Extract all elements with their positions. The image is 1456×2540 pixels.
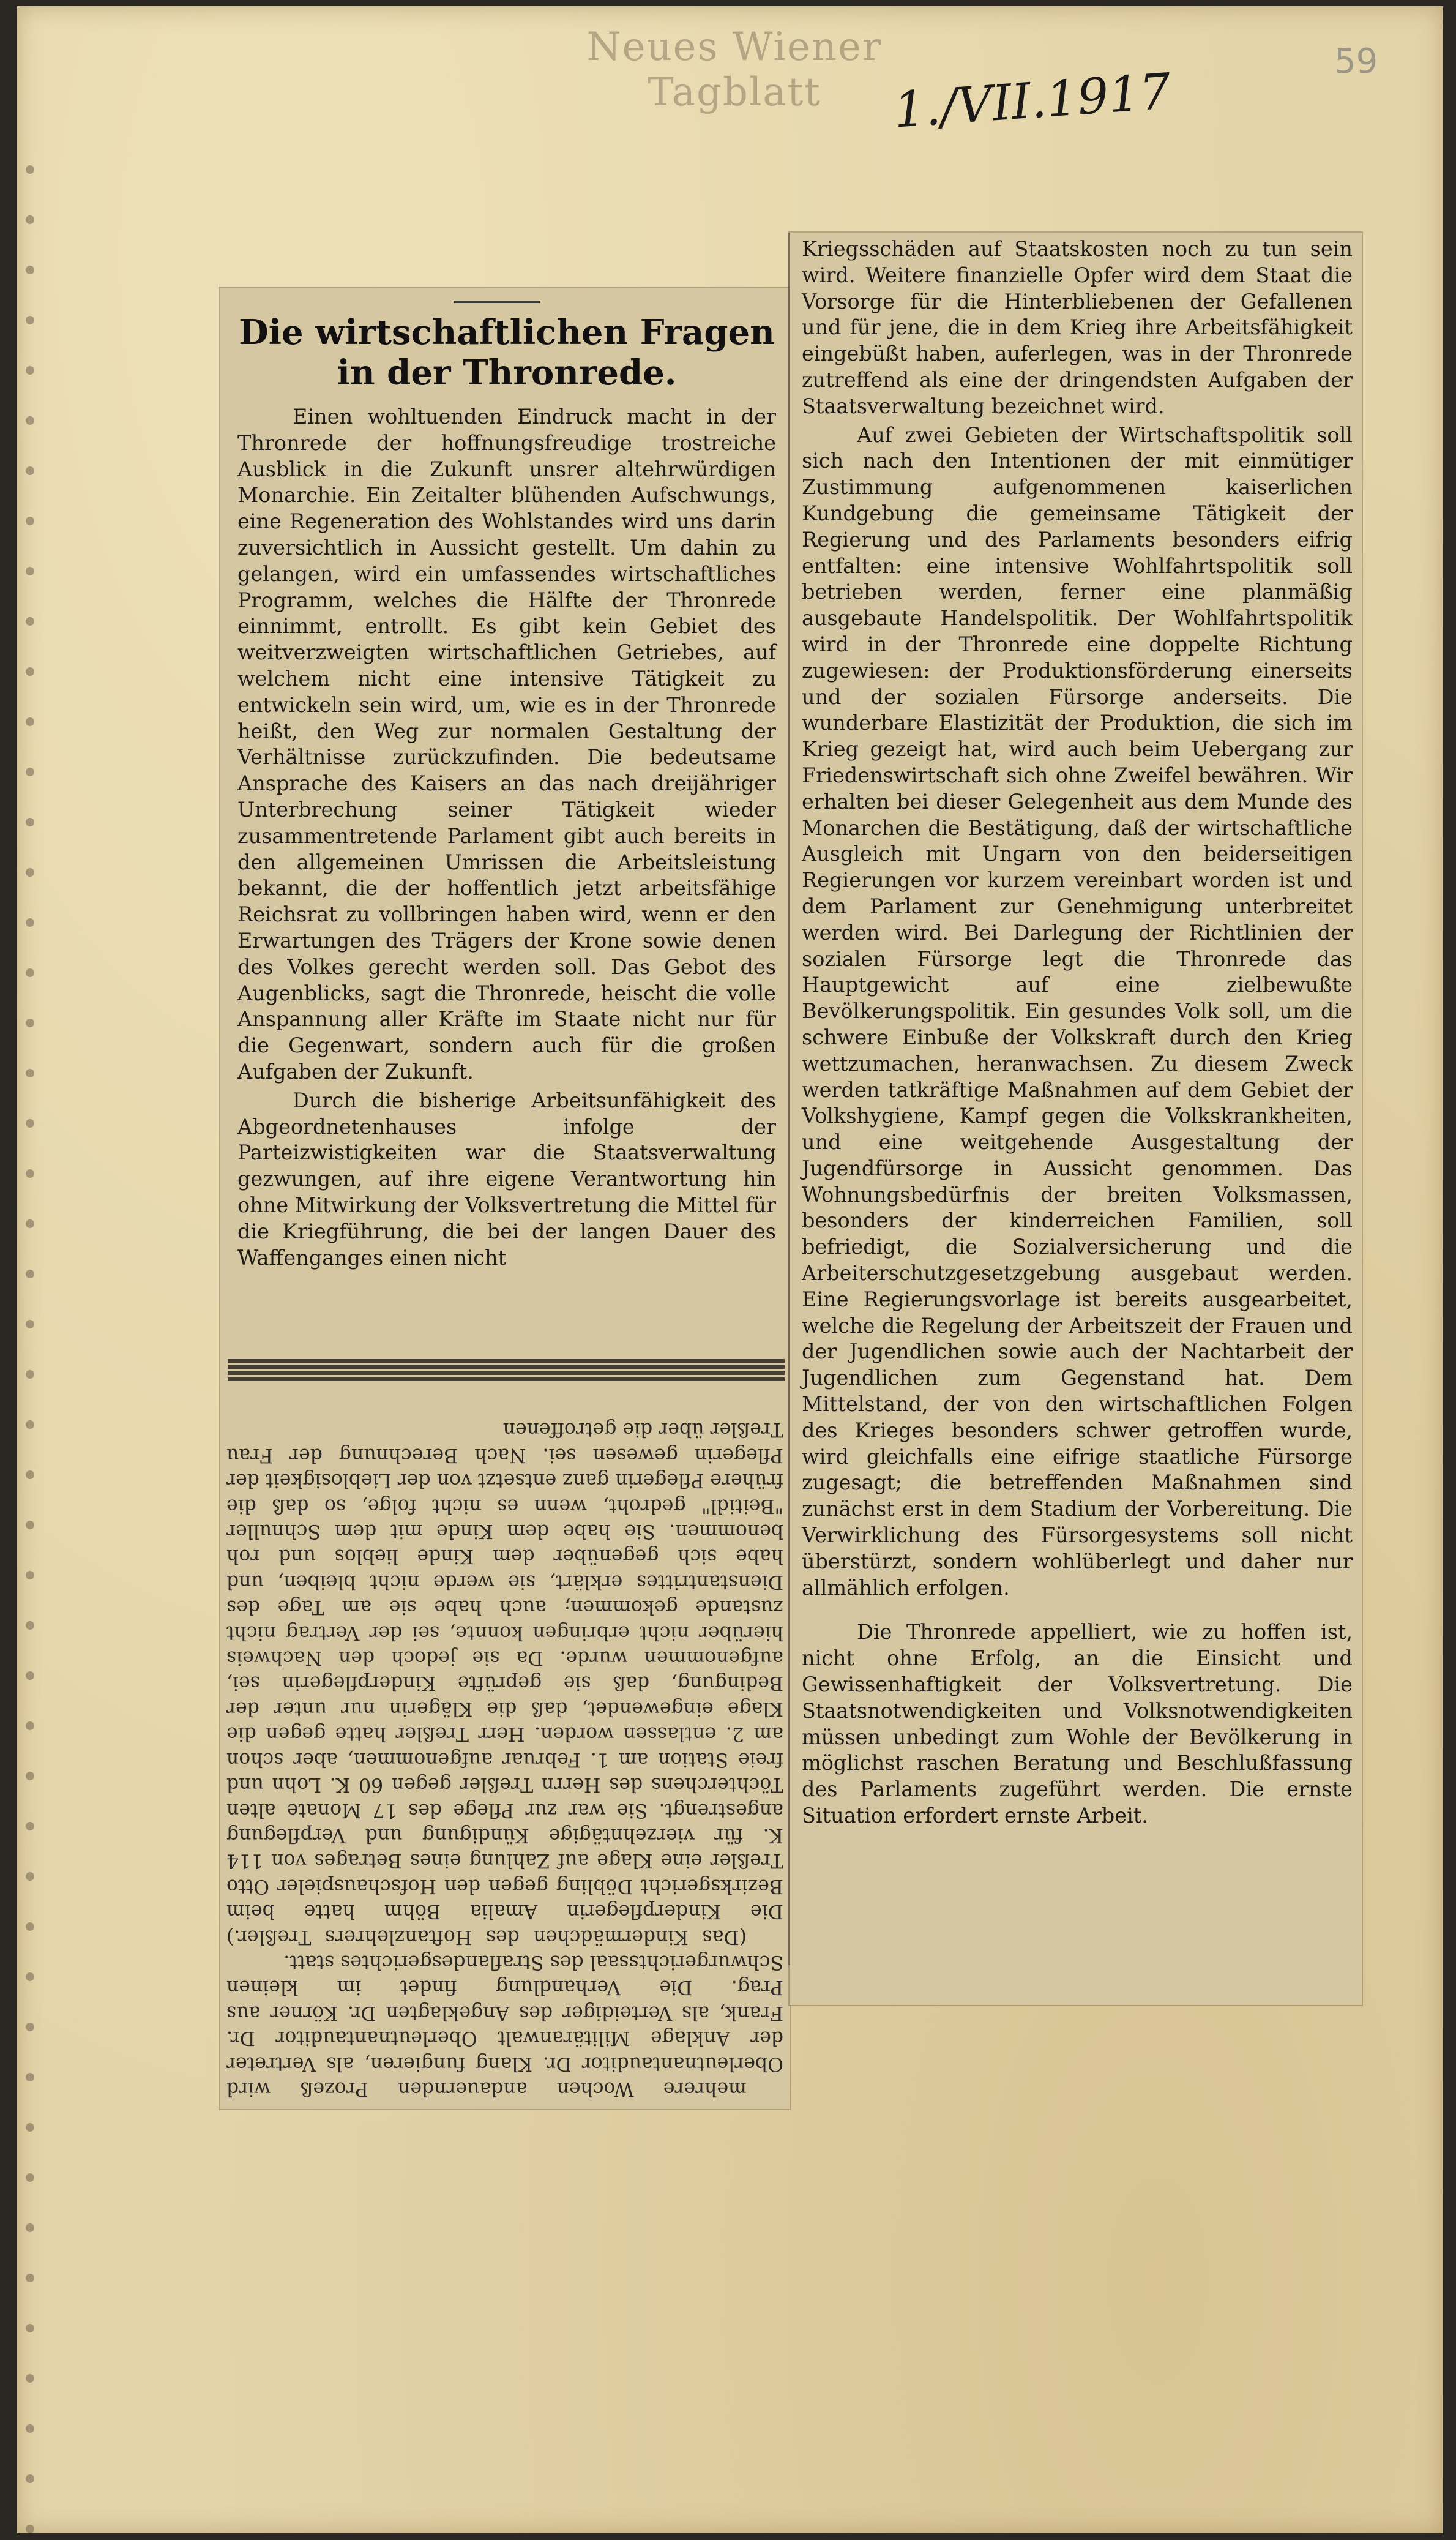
- binding-holes: [26, 165, 44, 2492]
- handwritten-date: 1./VII.1917: [892, 62, 1173, 139]
- reverse-paragraph: mehrere Wochen andauernden Prozeß wird Oberleutnantauditor Dr. Klang fungieren, als Vertreter der Anklage Militäranwalt Oberleutnantauditor Dr. Frank, als Verteidiger des Angeklagten Dr. Körner aus Prag. Die Verhandlung findet im kleinen Schwurgerichtssaal des Straflandesgerichtes statt.: [226, 1950, 783, 2100]
- article-paragraph: Die Thronrede appelliert, wie zu hoffen ist, nicht ohne Erfolg, an die Einsicht und Gewissenhaftigkeit der Volksvertretung. Die Staatsnotwendigkeiten und Volksnotwendigkeiten müssen unbedingt zum Wohle der Bevölkerung in möglichst raschen Beratung und Beschlußfassung des Parlaments zugeführt werden. Die ernste Situation erfordert ernste Arbeit.: [802, 1620, 1353, 1828]
- article-left-column: [237, 404, 776, 1271]
- struck-through-line: [228, 1358, 785, 1381]
- column-divider: [788, 233, 790, 1965]
- article-paragraph: Kriegsschäden auf Staatskosten noch zu tun sein wird. Weitere finanzielle Opfer wird dem Staat die Vorsorge für die Hinterbliebenen der Gefallenen und für jene, die in dem Krieg ihre Arbeitsfähigkeit eingebüßt haben, auferlegen, was in der Thronrede zutreffend als eine der dringendsten Aufgaben der Staatsverwaltung bezeichnet wird.: [802, 237, 1353, 418]
- page-number: 59: [1334, 42, 1378, 81]
- article-right-column: [802, 236, 1353, 1829]
- article-paragraph: Durch die bisherige Arbeitsunfähigkeit des Abgeordnetenhauses infolge der Parteizwistigkeiten war die Staatsverwaltung gezwungen, auf ihre eigene Verantwortung hin ohne Mitwirkung der Volksvertretung die Mittel für die Kriegführung, die bei der langen Dauer des Waffenganges einen nicht: [237, 1088, 776, 1270]
- headline-rule: [454, 301, 540, 303]
- article-title: Die wirtschaftlichen Fragen in der Thronrede.: [239, 312, 775, 393]
- article-paragraph: Auf zwei Gebieten der Wirtschaftspolitik soll sich nach den Intentionen der mit einmütiger Zustimmung aufgenommenen kaiserlichen Kundgebung die gemeinsame Tätigkeit der Regierung und des Parlaments besonders eifrig entfalten: eine intensive Wohlfahrtspolitik soll betrieben werden, ferner eine planmäßig ausgebaute Handelspolitik. Der Wohlfahrtspolitik wird in der Thronrede eine doppelte Richtung zugewiesen: der Produktionsförderung einerseits und der sozialen Fürsorge anderseits. Die wunderbare Elastizität der Produktion, die sich im Krieg gezeigt hat, wird auch beim Uebergang zur Friedenswirtschaft sich ohne Zweifel bewähren. Wir erhalten bei dieser Gelegenheit aus dem Munde des Monarchen die Bestätigung, daß der wirtschaftliche Ausgleich mit Ungarn von den beiderseitigen Regierungen vor kurzem vereinbart worden ist und dem Parlament zur Genehmigung unterbreitet werden wird. Bei Darlegung der Richtlinien der sozialen Fürsorge legt die Thronrede das Hauptgewicht auf eine zielbewußte Bevölkerungspolitik. Ein gesundes Volk soll, um die schwere Einbuße der Volkskraft durch den Krieg wettzumachen, heranwachsen. Zu diesem Zweck werden tatkräftige Maßnahmen auf dem Gebiet der Volkshygiene, Kampf gegen die Volkskrankheiten, und eine weitgehende Ausgestaltung der Jugendfürsorge in Aussicht genommen. Das Wohnungsbedürfnis der breiten Volksmassen, besonders der kinderreichen Familien, soll befriedigt, die Sozialversicherung und die Arbeiterschutzgesetzgebung ausgebaut werden. Eine Regierungsvorlage ist bereits ausgearbeitet, welche die Regelung der Arbeitszeit der Frauen und der Jugendlichen sowie auch der Nachtarbeit der Jugendlichen zum Gegenstand hat. Dem Mittelstand, der von den wirtschaftlichen Folgen des Krieges besonders schwer getroffen wurde, wird gleichfalls eine eifrige staatliche Fürsorge zugesagt; die betreffenden Maßnahmen sind zunächst erst in dem Stadium der Vorbereitung. Die Verwirklichung des Fürsorgesystems soll nicht überstürzt, sondern wohlüberlegt und daher nur allmählich erfolgen.: [802, 422, 1353, 1600]
- newspaper-masthead-stamp: Neues Wiener Tagblatt: [586, 24, 883, 115]
- reverse-side-clipping: [226, 1385, 783, 2101]
- article-paragraph: Einen wohltuenden Eindruck macht in der Thronrede der hoffnungsfreudige trostreiche Ausblick in die Zukunft unsrer altehrwürdigen Monarchie. Ein Zeitalter blühenden Aufschwungs, eine Regeneration des Wohlstandes wird uns darin zuversichtlich in Aussicht gestellt. Um dahin zu gelangen, wird ein umfassendes wirtschaftliches Programm, welches die Hälfte der Thronrede einnimmt, entrollt. Es gibt kein Gebiet des weitverzweigten wirtschaftlichen Getriebes, auf welchem nicht eine intensive Tätigkeit zu entwickeln sein wird, um, wie es in der Thronrede heißt, den Weg zur normalen Gestaltung der Verhältnisse zurückzufinden. Die bedeutsame Ansprache des Kaisers an das nach dreijähriger Unterbrechung seiner Tätigkeit wieder zusammentretende Parlament gibt auch bereits in den allgemeinen Umrissen die Arbeitsleistung bekannt, die der hoffentlich jetzt arbeitsfähige Reichsrat zu vollbringen haben wird, wenn er den Erwartungen des Trägers der Krone sowie denen des Volkes gerecht werden soll. Das Gebot des Augenblicks, sagt die Thronrede, heischt die volle Anspannung aller Kräfte im Staate nicht nur für die Gegenwart, sondern auch für die großen Aufgaben der Zukunft.: [237, 405, 776, 1084]
- reverse-paragraph: (Das Kindermädchen des Hoftanzlehrers Treßler.) Die Kinderpflegerin Amalia Böhm hatte beim Bezirksgericht Döbling gegen den Hofschauspieler Otto Treßler eine Klage auf Zahlung eines Betrages von 114 K. für vierzehntägige Kündigung und Verpflegung angestrengt. Sie war zur Pflege des 17 Monate alten Töchterchens des Herrn Treßler gegen 60 K. Lohn und freie Station am 1. Februar aufgenommen, aber schon am 2. entlassen worden. Herr Treßler hatte gegen die Klage eingewendet, daß die Klägerin nur unter der Bedingung, daß sie geprüfte Kinderpflegerin sei, aufgenommen wurde. Da sie jedoch den Nachweis hierüber nicht erbringen konnte, sei der Vertrag nicht zustande gekommen; auch habe sie am Tage des Dienstantrittes erklärt, sie werde nicht bleiben, und habe sich gegenüber dem Kinde lieblos und roh benommen. Sie habe dem Kinde mit dem Schnuller "Beitidl" gedroht, wenn es nicht folge, so daß die frühere Pflegerin ganz entsetzt von der Lieblosigkeit der Pflegerin gewesen sei. Nach Berechnung der Frau Treßler über die getroffenen: [226, 1418, 783, 1948]
